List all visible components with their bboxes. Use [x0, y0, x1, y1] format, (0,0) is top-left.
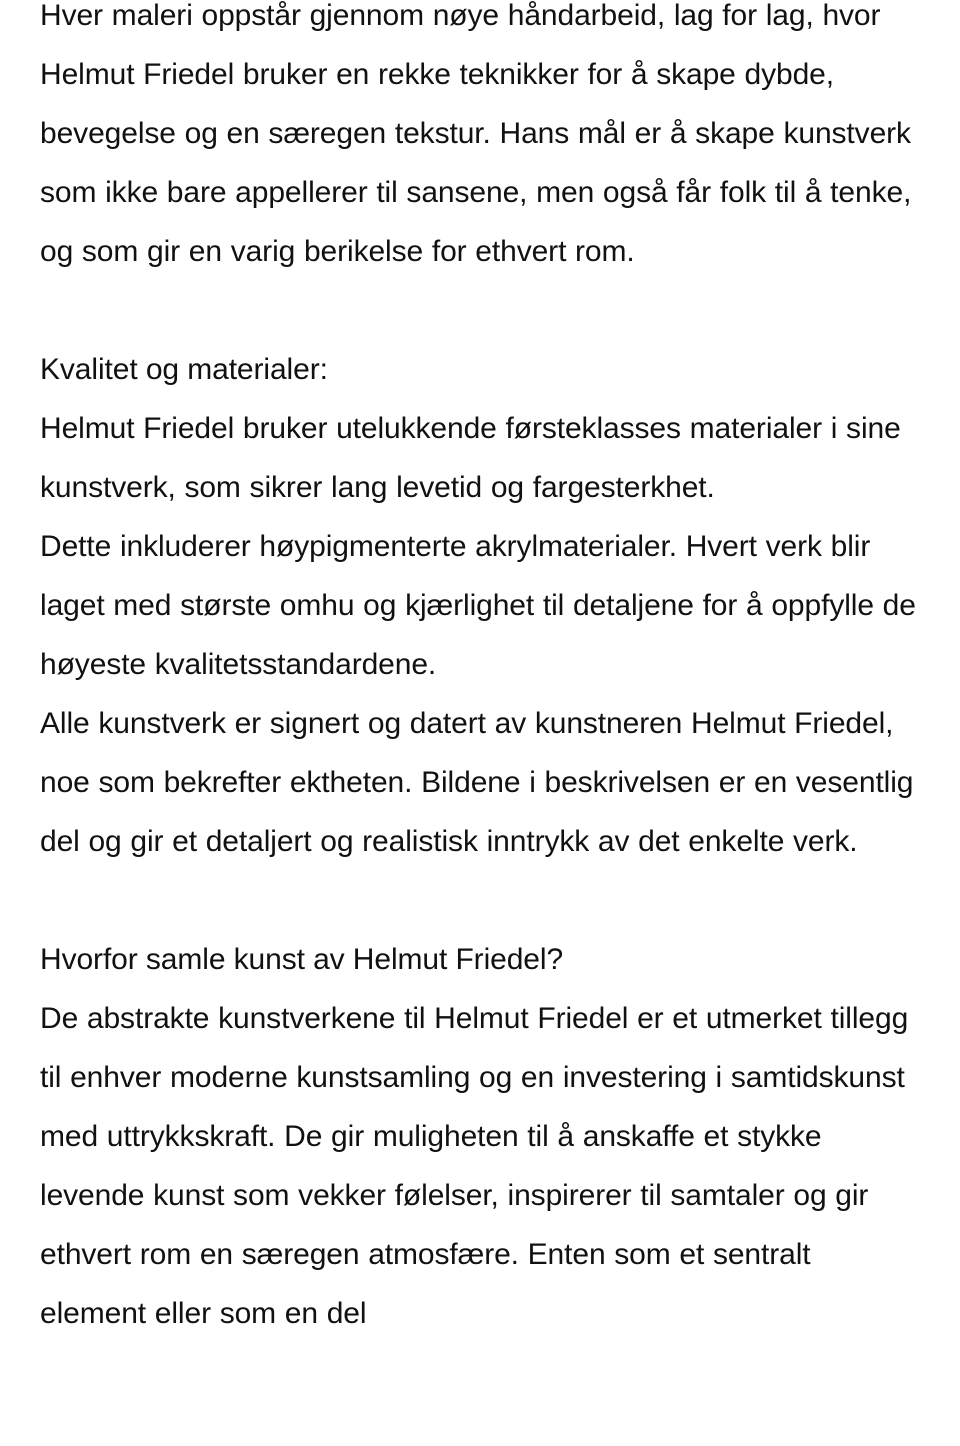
quality-heading: Kvalitet og materialer: [40, 353, 328, 386]
document-text-flow [40, 0, 920, 1343]
why-collect-heading: Hvorfor samle kunst av Helmut Friedel? [40, 943, 564, 976]
quality-paragraph-3: Alle kunstverk er signert og datert av kunstneren Helmut Friedel, noe som bekrefter ektheten. Bildene i beskrivelsen er en vesentlig del og gir et detaljert og realistisk inntrykk av det enkelte verk. [40, 707, 914, 858]
intro-paragraph: Hver maleri oppstår gjennom nøye håndarbeid, lag for lag, hvor Helmut Friedel bruker en rekke teknikker for å skape dybde, bevegelse og en særegen tekstur. Hans mål er å skape kunstverk som ikke bare appellerer til sansene, men også får folk til å tenke, og som gir en varig berikelse for ethvert rom. [40, 0, 912, 268]
quality-paragraph-2: Dette inkluderer høypigmenterte akrylmaterialer. Hvert verk blir laget med største omhu og kjærlighet til detaljene for å oppfylle de høyeste kvalitetsstandardene. [40, 530, 916, 681]
quality-paragraph-1: Helmut Friedel bruker utelukkende førsteklasses materialer i sine kunstverk, som sikrer lang levetid og fargesterkhet. [40, 412, 901, 504]
why-collect-paragraph: De abstrakte kunstverkene til Helmut Friedel er et utmerket tillegg til enhver moderne kunstsamling og en investering i samtidskunst med uttrykkskraft. De gir muligheten til å anskaffe et stykke levende kunst som vekker følelser, inspirerer til samtaler og gir ethvert rom en særegen atmosfære. Enten som et sentralt element eller som en del [40, 1002, 909, 1330]
